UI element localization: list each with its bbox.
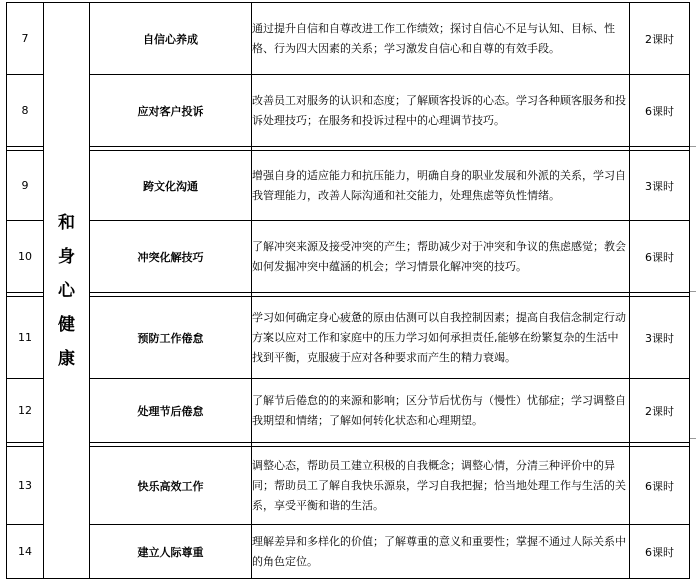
course-topic: 自信心养成 [90,3,252,75]
course-description: 学习如何确定身心疲惫的原由估测可以自我控制因素；提高自我信念制定行动方案以应对工作和家庭中的压力学习如何承担责任,能够在纷繁复杂的生活中找到平衡，克服疲于应对各种要求而产生的精力衰竭。 [252,297,630,379]
row-number: 13 [7,447,44,525]
course-hours: 6课时 [630,525,690,579]
course-description: 通过提升自信和自尊改进工作工作绩效；探讨自信心不足与认知、目标、性格、行为四大因素的关系；学习激发自信心和自尊的有效手段。 [252,3,630,75]
table-row [7,297,690,379]
table-row [7,221,690,293]
category-cell [44,3,90,579]
course-description: 增强自身的适应能力和抗压能力，明确自身的职业发展和外派的关系，学习自我管理能力，改善人际沟通和社交能力，处理焦虑等负性情绪。 [252,151,630,221]
row-number: 14 [7,525,44,579]
course-topic: 建立人际尊重 [90,525,252,579]
edge-marker [690,291,696,292]
course-hours: 6课时 [630,447,690,525]
row-number: 12 [7,379,44,443]
course-hours: 6课时 [630,221,690,293]
edge-marker [690,146,696,147]
row-number: 7 [7,3,44,75]
course-description: 改善员工对服务的认识和态度；了解顾客投诉的心态。学习各种顾客服务和投诉处理技巧；在服务和投诉过程中的心理调节技巧。 [252,75,630,147]
course-description: 调整心态，帮助员工建立积极的自我概念；调整心情，分清三种评价中的异同；帮助员工了解自我快乐源泉，学习自我把握；恰当地处理工作与生活的关系，享受平衡和谐的生活。 [252,447,630,525]
table-row [7,447,690,525]
category-char: 和 [58,212,75,233]
course-hours: 3课时 [630,151,690,221]
course-topic: 快乐高效工作 [90,447,252,525]
row-number: 9 [7,151,44,221]
table-row [7,151,690,221]
table-row [7,3,690,75]
course-hours: 2课时 [630,379,690,443]
table-row [7,75,690,147]
course-topic: 跨文化沟通 [90,151,252,221]
category-char: 身 [58,246,75,267]
table-row [7,525,690,579]
table-row [7,379,690,443]
row-number: 10 [7,221,44,293]
course-topic: 处理节后倦怠 [90,379,252,443]
course-hours: 2课时 [630,3,690,75]
course-hours: 6课时 [630,75,690,147]
course-topic: 应对客户投诉 [90,75,252,147]
row-number: 11 [7,297,44,379]
category-char: 心 [58,280,75,301]
course-description: 了解节后倦怠的的来源和影响；区分节后忧伤与（慢性）忧郁症；学习调整自我期望和情绪；了解如何转化状态和心理期望。 [252,379,630,443]
course-topic: 预防工作倦怠 [90,297,252,379]
edge-marker [690,438,696,439]
category-char: 健 [58,314,75,335]
category-char: 康 [58,348,75,369]
course-topic: 冲突化解技巧 [90,221,252,293]
row-number: 8 [7,75,44,147]
course-table [6,2,690,579]
course-hours: 3课时 [630,297,690,379]
course-description: 理解差异和多样化的价值；了解尊重的意义和重要性；掌握不通过人际关系中的角色定位。 [252,525,630,579]
course-description: 了解冲突来源及接受冲突的产生；帮助减少对于冲突和争议的焦虑感觉；教会如何发掘冲突中蕴涵的机会；学习情景化解冲突的技巧。 [252,221,630,293]
